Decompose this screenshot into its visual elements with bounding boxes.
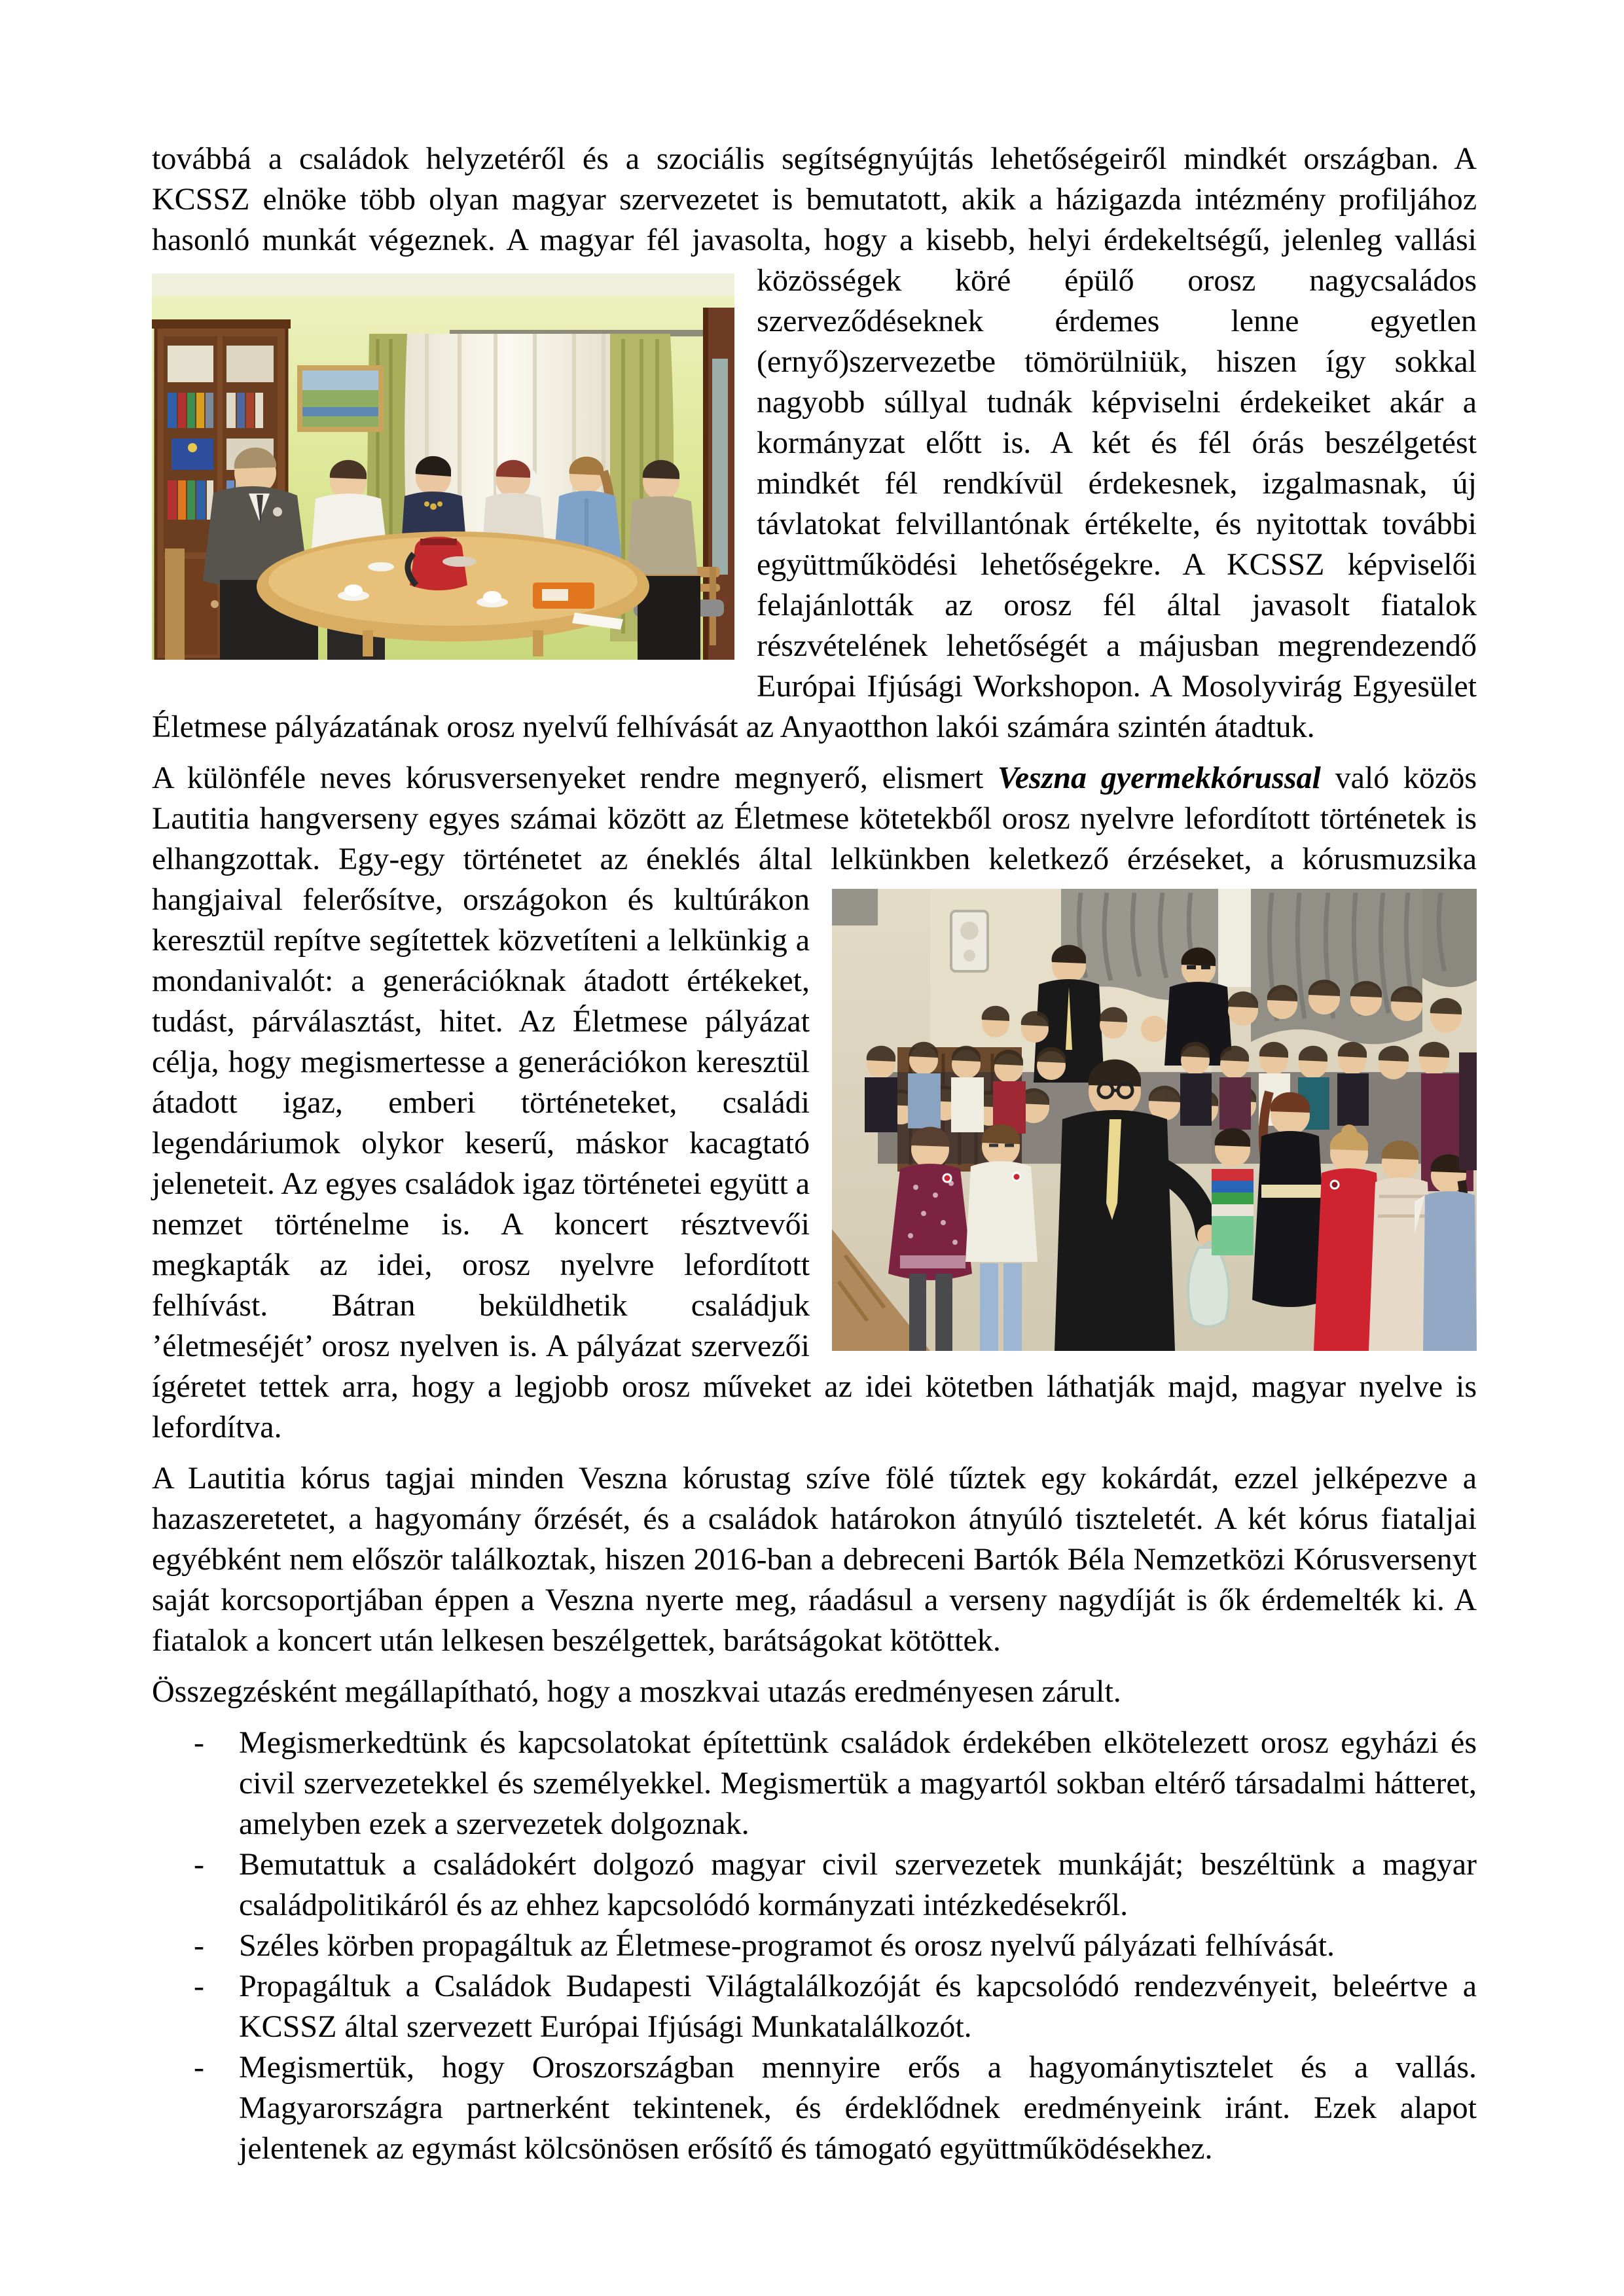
paragraph-summary-intro (152, 1672, 1477, 1712)
list-item (152, 1723, 1477, 1844)
list-item-text: Megismertük, hogy Oroszországban mennyire erős a hagyománytisztelet és a vallás. Magyarországra partnerként tekintenek, és érdeklődnek eredményeink iránt. Ezek alapot jelentenek az egymást kölcsönösen erősítő és támogató együttműködésekhez. (239, 2050, 1477, 2166)
paragraph-2-text-middle: való közös Lautitia hangverseny egyes számai között az Életmese kötetekből orosz nyelvre lefordított történetek is elhangzottak. Egy-egy történetet az éneklés által lelkünkben keletkező érzéseket, a (152, 761, 1477, 876)
paragraph-4-text: Összegzésként megállapítható, hogy a moszkvai utazás eredményesen zárult. (152, 1674, 1121, 1709)
photo-choir-concert-illustration (832, 889, 1477, 1351)
paragraph-choir-concert (152, 758, 1477, 1448)
paragraph-2-text-after-photo: kórusmuzsika hangjaival felerősítve, országokon és kultúrákon keresztül repítve segítettek közvetíteni a lelkünkig a mondanivalót: a generációknak átadott értékeket, tudást, párválasztást, hitet. Az Életmese pályázat célja, hogy megismertesse a generációkon keresztül átadott igaz, emberi történeteket, családi legendáriumok olykor keserű, máskor kacagtató jeleneteit. Az egyes családok igaz történetei együtt a nemzet történelme is. A koncert résztvevői megkapták az idei, orosz nyelvre lefordított felhívást. Bátran beküldhetik családjuk ’életmeséjét’ orosz nyelven is. A pályázat szervezői ígéretet tettek arra, hogy a legjobb orosz műveket az idei kötetben láthatják majd, magyar nyelve is lefordítva. (152, 842, 1477, 1444)
paragraph-1-text-before-photo: továbbá a családok helyzetéről és a szociális segítségnyújtás lehetőségeiről mindkét országban. A KCSSZ elnöke több olyan magyar szervezetet is bemutatott, akik a házigazda intézmény profiljához hasonló munkát végeznek. A magyar fél javasolta, hogy a kisebb, helyi érdekeltségű, jelenleg (152, 141, 1477, 257)
paragraph-3-text: A Lautitia kórus tagjai minden Veszna kórustag szíve fölé tűztek egy kokárdát, ezzel jelképezve a hazaszeretetet, a hagyomány őrzését, és a családok határokon átnyúló tiszteletét. A két kórus fiataljai egyébként nem először találkoztak, hiszen 2016-ban a debreceni Bartók Béla Nemzetközi Kórusversenyt saját korcsoportjában éppen a Veszna nyerte meg, ráadásul a verseny nagydíját is ők érdemelték ki. A fiatalok a koncert után lelkesen beszélgettek, barátságokat kötöttek. (152, 1461, 1477, 1658)
photo-roundtable-meeting-illustration (152, 274, 734, 660)
list-dash-marker: - (194, 1725, 204, 1760)
list-item (152, 1844, 1477, 1926)
list-item-text: Megismerkedtünk és kapcsolatokat építettünk családok érdekében elkötelezett orosz egyházi és civil szervezetekkel és személyekkel. Megismertük a magyartól sokban eltérő társadalmi hátteret, amelyben ezek a szervezetek dolgoznak. (239, 1725, 1477, 1841)
list-item (152, 1926, 1477, 1966)
photo2-wall-speaker (951, 911, 988, 971)
paragraph-2-text-start: A különféle neves kórusversenyeket rendre megnyerő, elismert (152, 761, 998, 795)
photo2-girl-striped-top (1212, 1128, 1254, 1255)
list-dash-marker: - (194, 1847, 204, 1882)
list-item (152, 1966, 1477, 2047)
photo-roundtable-meeting (152, 274, 734, 660)
paragraph-trip-summary (152, 139, 1477, 747)
list-dash-marker: - (194, 1928, 204, 1963)
list-item (152, 2047, 1477, 2169)
list-item-text: Propagáltuk a Családok Budapesti Világtalálkozóját és kapcsolódó rendezvényeit, beleértve a KCSSZ által szervezett Európai Ifjúsági Munkatalálkozót. (239, 1969, 1477, 2044)
list-item-text: Bemutattuk a családokért dolgozó magyar civil szervezetek munkáját; beszéltünk a magyar családpolitikáról és az ehhez kapcsolódó kormányzati intézkedésekről. (239, 1847, 1477, 1922)
paragraph-kokarda (152, 1458, 1477, 1661)
list-dash-marker: - (194, 1969, 204, 2003)
paragraph-1-text-after-photo: vallási közösségek köré épülő orosz nagycsaládos szerveződéseknek érdemes lenne egyetlen (ernyő)szervezetbe tömörülniük, hiszen így sokkal nagyobb súllyal tudnák képviselni érdekeiket akár a kormányzat előtt is. A két és fél órás beszélgetést mindkét fél rendkívül érdekesnek, izgalmasnak, új távlatokat felvillantónak értékelte, és nyitottak további együttműködési lehetőségekre. A KCSSZ képviselői felajánlották az orosz fél által javasolt fiatalok részvételének lehetőségét a májusban megrendezendő Európai Ifjúsági Workshopon. A Mosolyvirág Egyesület Életmese pályázatának orosz nyelvű felhívását az Anyaotthon lakói számára szintén átadtuk. (152, 223, 1477, 744)
photo-choir-concert (832, 889, 1477, 1351)
list-item-text: Széles körben propagáltuk az Életmese-programot és orosz nyelvű pályázati felhívását. (239, 1928, 1335, 1963)
list-dash-marker: - (194, 2050, 204, 2085)
summary-bullet-list (152, 1723, 1477, 2169)
choir-name-emphasis: Veszna gyermekkórussal (998, 761, 1321, 795)
